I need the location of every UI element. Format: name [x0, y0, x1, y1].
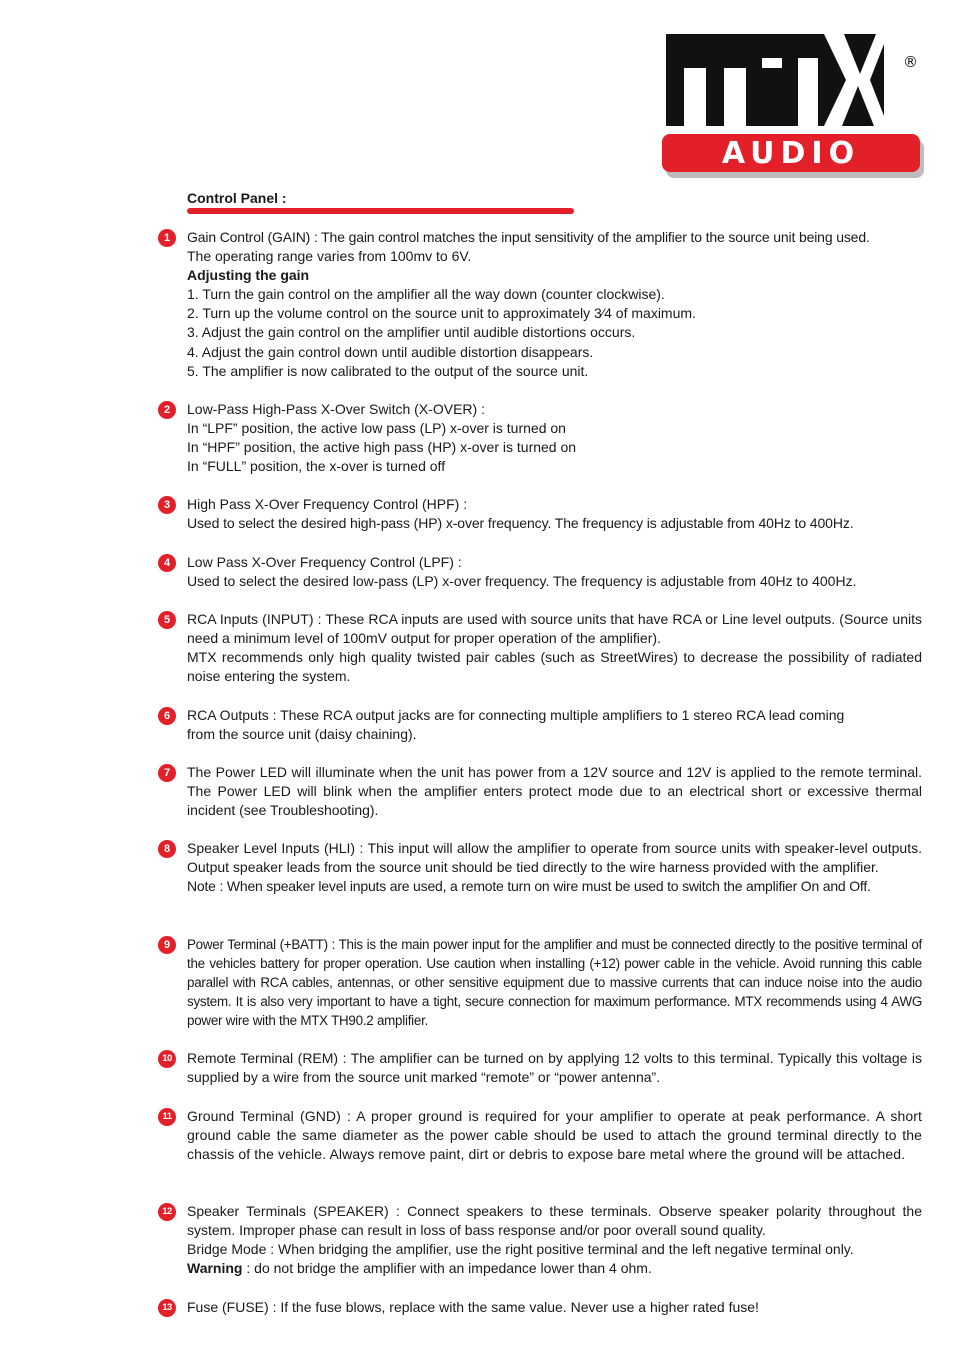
item-text: Speaker Terminals (SPEAKER) : Connect speakers to these terminals. Observe speaker polarity throughout the system. Improper phase can result in loss of bass response and/or poor overall sound quality. — [187, 1203, 922, 1239]
control-item-8 — [158, 839, 922, 896]
item-step: 5. The amplifier is now calibrated to the output of the source unit. — [187, 362, 589, 379]
item-step: 2. Turn up the volume control on the source unit to approximately 3⁄4 of maximum. — [187, 305, 696, 322]
section-heading: Control Panel : — [187, 190, 287, 206]
item-text: Used to select the desired high-pass (HP) x-over frequency. The frequency is adjustable from 40Hz to 400Hz. — [187, 515, 854, 532]
control-item-6 — [158, 706, 922, 744]
item-number-badge: 1 — [158, 229, 176, 247]
item-text: In “LPF” position, the active low pass (LP) x-over is turned on — [187, 420, 566, 437]
control-item-3 — [158, 495, 922, 533]
item-text: The operating range varies from 100mv to 6V. — [187, 248, 472, 265]
control-item-2 — [158, 400, 922, 476]
item-text: RCA Outputs : These RCA output jacks are for connecting multiple amplifiers to 1 stereo RCA lead coming — [187, 707, 845, 723]
item-text: Speaker Level Inputs (HLI) : This input will allow the amplifier to operate from source units with speaker-level outputs. Output speaker leads from the source unit should be tied directly to the wire harness provided with the amplifier. — [187, 840, 922, 876]
item-text: Low Pass X-Over Frequency Control (LPF) : — [187, 554, 462, 570]
control-item-9 — [158, 935, 922, 1030]
item-text: Low-Pass High-Pass X-Over Switch (X-OVER) : — [187, 401, 485, 417]
registered-mark: ® — [903, 53, 918, 71]
logo-brand-text: MTX — [773, 85, 777, 86]
control-item-1 — [158, 228, 922, 381]
item-number-badge: 9 — [158, 936, 176, 954]
item-number-badge: 2 — [158, 401, 176, 419]
item-step: 4. Adjust the gain control down until audible distortion disappears. — [187, 343, 594, 360]
item-text: In “FULL” position, the x-over is turned off — [187, 458, 446, 475]
item-text: Used to select the desired low-pass (LP) x-over frequency. The frequency is adjustable from 40Hz to 400Hz. — [187, 573, 857, 590]
item-step: 1. Turn the gain control on the amplifier all the way down (counter clockwise). — [187, 286, 665, 303]
item-number-badge: 5 — [158, 611, 176, 629]
item-text: Power Terminal (+BATT) : This is the main power input for the amplifier and must be connected directly to the positive terminal of the vehicles battery for proper operation. Use caution when installing (+12) power cable in the vehicle. Avoid running this cable parallel with RCA cables, antennas, or other sensitive equipment due to massive currents that can induce noise into the audio system. It is also very important to have a tight, secure connection for maximum performance. MTX recommends using 4 AWG power wire with the MTX TH90.2 amplifier. — [187, 937, 922, 1029]
item-text: RCA Inputs (INPUT) : These RCA inputs are used with source units that have RCA or Line level outputs. (Source units need a minimum level of 100mV output for proper operation of the amplifier). — [187, 611, 922, 647]
control-item-5 — [158, 610, 922, 686]
item-text: Fuse (FUSE) : If the fuse blows, replace with the same value. Never use a higher rated fuse! — [187, 1299, 759, 1315]
item-number-badge: 11 — [158, 1108, 176, 1126]
item-text: The Power LED will illuminate when the unit has power from a 12V source and 12V is applied to the remote terminal. The Power LED will blink when the amplifier enters protect mode due to an electrical short or excessive thermal incident (see Troubleshooting). — [187, 764, 922, 819]
item-number-badge: 3 — [158, 496, 176, 514]
item-subtitle: Adjusting the gain — [187, 267, 310, 284]
logo-sub-text: AUDIO — [721, 136, 861, 171]
item-text: from the source unit (daisy chaining). — [187, 726, 417, 743]
control-item-12 — [158, 1202, 922, 1278]
mtx-audio-logo — [658, 30, 928, 180]
item-text: Bridge Mode : When bridging the amplifier, use the right positive terminal and the left negative terminal only. — [187, 1241, 854, 1258]
warning-label: Warning — [187, 1260, 243, 1277]
item-text: Ground Terminal (GND) : A proper ground is required for your amplifier to operate at peak performance. A short ground cable the same diameter as the power cable should be used to attach the ground terminal directly to the chassis of the vehicle. Always remove paint, dirt or debris to expose bare metal where the ground will be attached. — [187, 1108, 922, 1163]
item-number-badge: 12 — [158, 1203, 176, 1221]
control-item-7 — [158, 763, 922, 820]
warning-text: : do not bridge the amplifier with an impedance lower than 4 ohm. — [242, 1260, 652, 1277]
item-number-badge: 8 — [158, 840, 176, 858]
item-text: Note : When speaker level inputs are used, a remote turn on wire must be used to switch the amplifier On and Off. — [187, 878, 871, 895]
heading-underline — [187, 208, 574, 214]
control-item-13 — [158, 1298, 922, 1317]
item-text: Gain Control (GAIN) : The gain control matches the input sensitivity of the amplifier to the source unit being used. — [187, 229, 870, 245]
item-text: MTX recommends only high quality twisted pair cables (such as StreetWires) to decrease the possibility of radiated noise entering the system. — [187, 649, 922, 685]
control-item-11 — [158, 1107, 922, 1164]
control-item-4 — [158, 553, 922, 591]
item-number-badge: 6 — [158, 707, 176, 725]
item-step: 3. Adjust the gain control on the amplifier until audible distortions occurs. — [187, 324, 636, 341]
warning-line — [187, 1259, 922, 1278]
control-item-10 — [158, 1049, 922, 1087]
item-number-badge: 10 — [158, 1050, 176, 1068]
item-number-badge: 13 — [158, 1299, 176, 1317]
item-number-badge: 7 — [158, 764, 176, 782]
item-number-badge: 4 — [158, 554, 176, 572]
item-text: In “HPF” position, the active high pass (HP) x-over is turned on — [187, 439, 577, 456]
item-text: Remote Terminal (REM) : The amplifier can be turned on by applying 12 volts to this terminal. Typically this voltage is supplied by a wire from the source unit marked “remote” or “power antenna”. — [187, 1050, 922, 1086]
item-text: High Pass X-Over Frequency Control (HPF) : — [187, 496, 468, 512]
